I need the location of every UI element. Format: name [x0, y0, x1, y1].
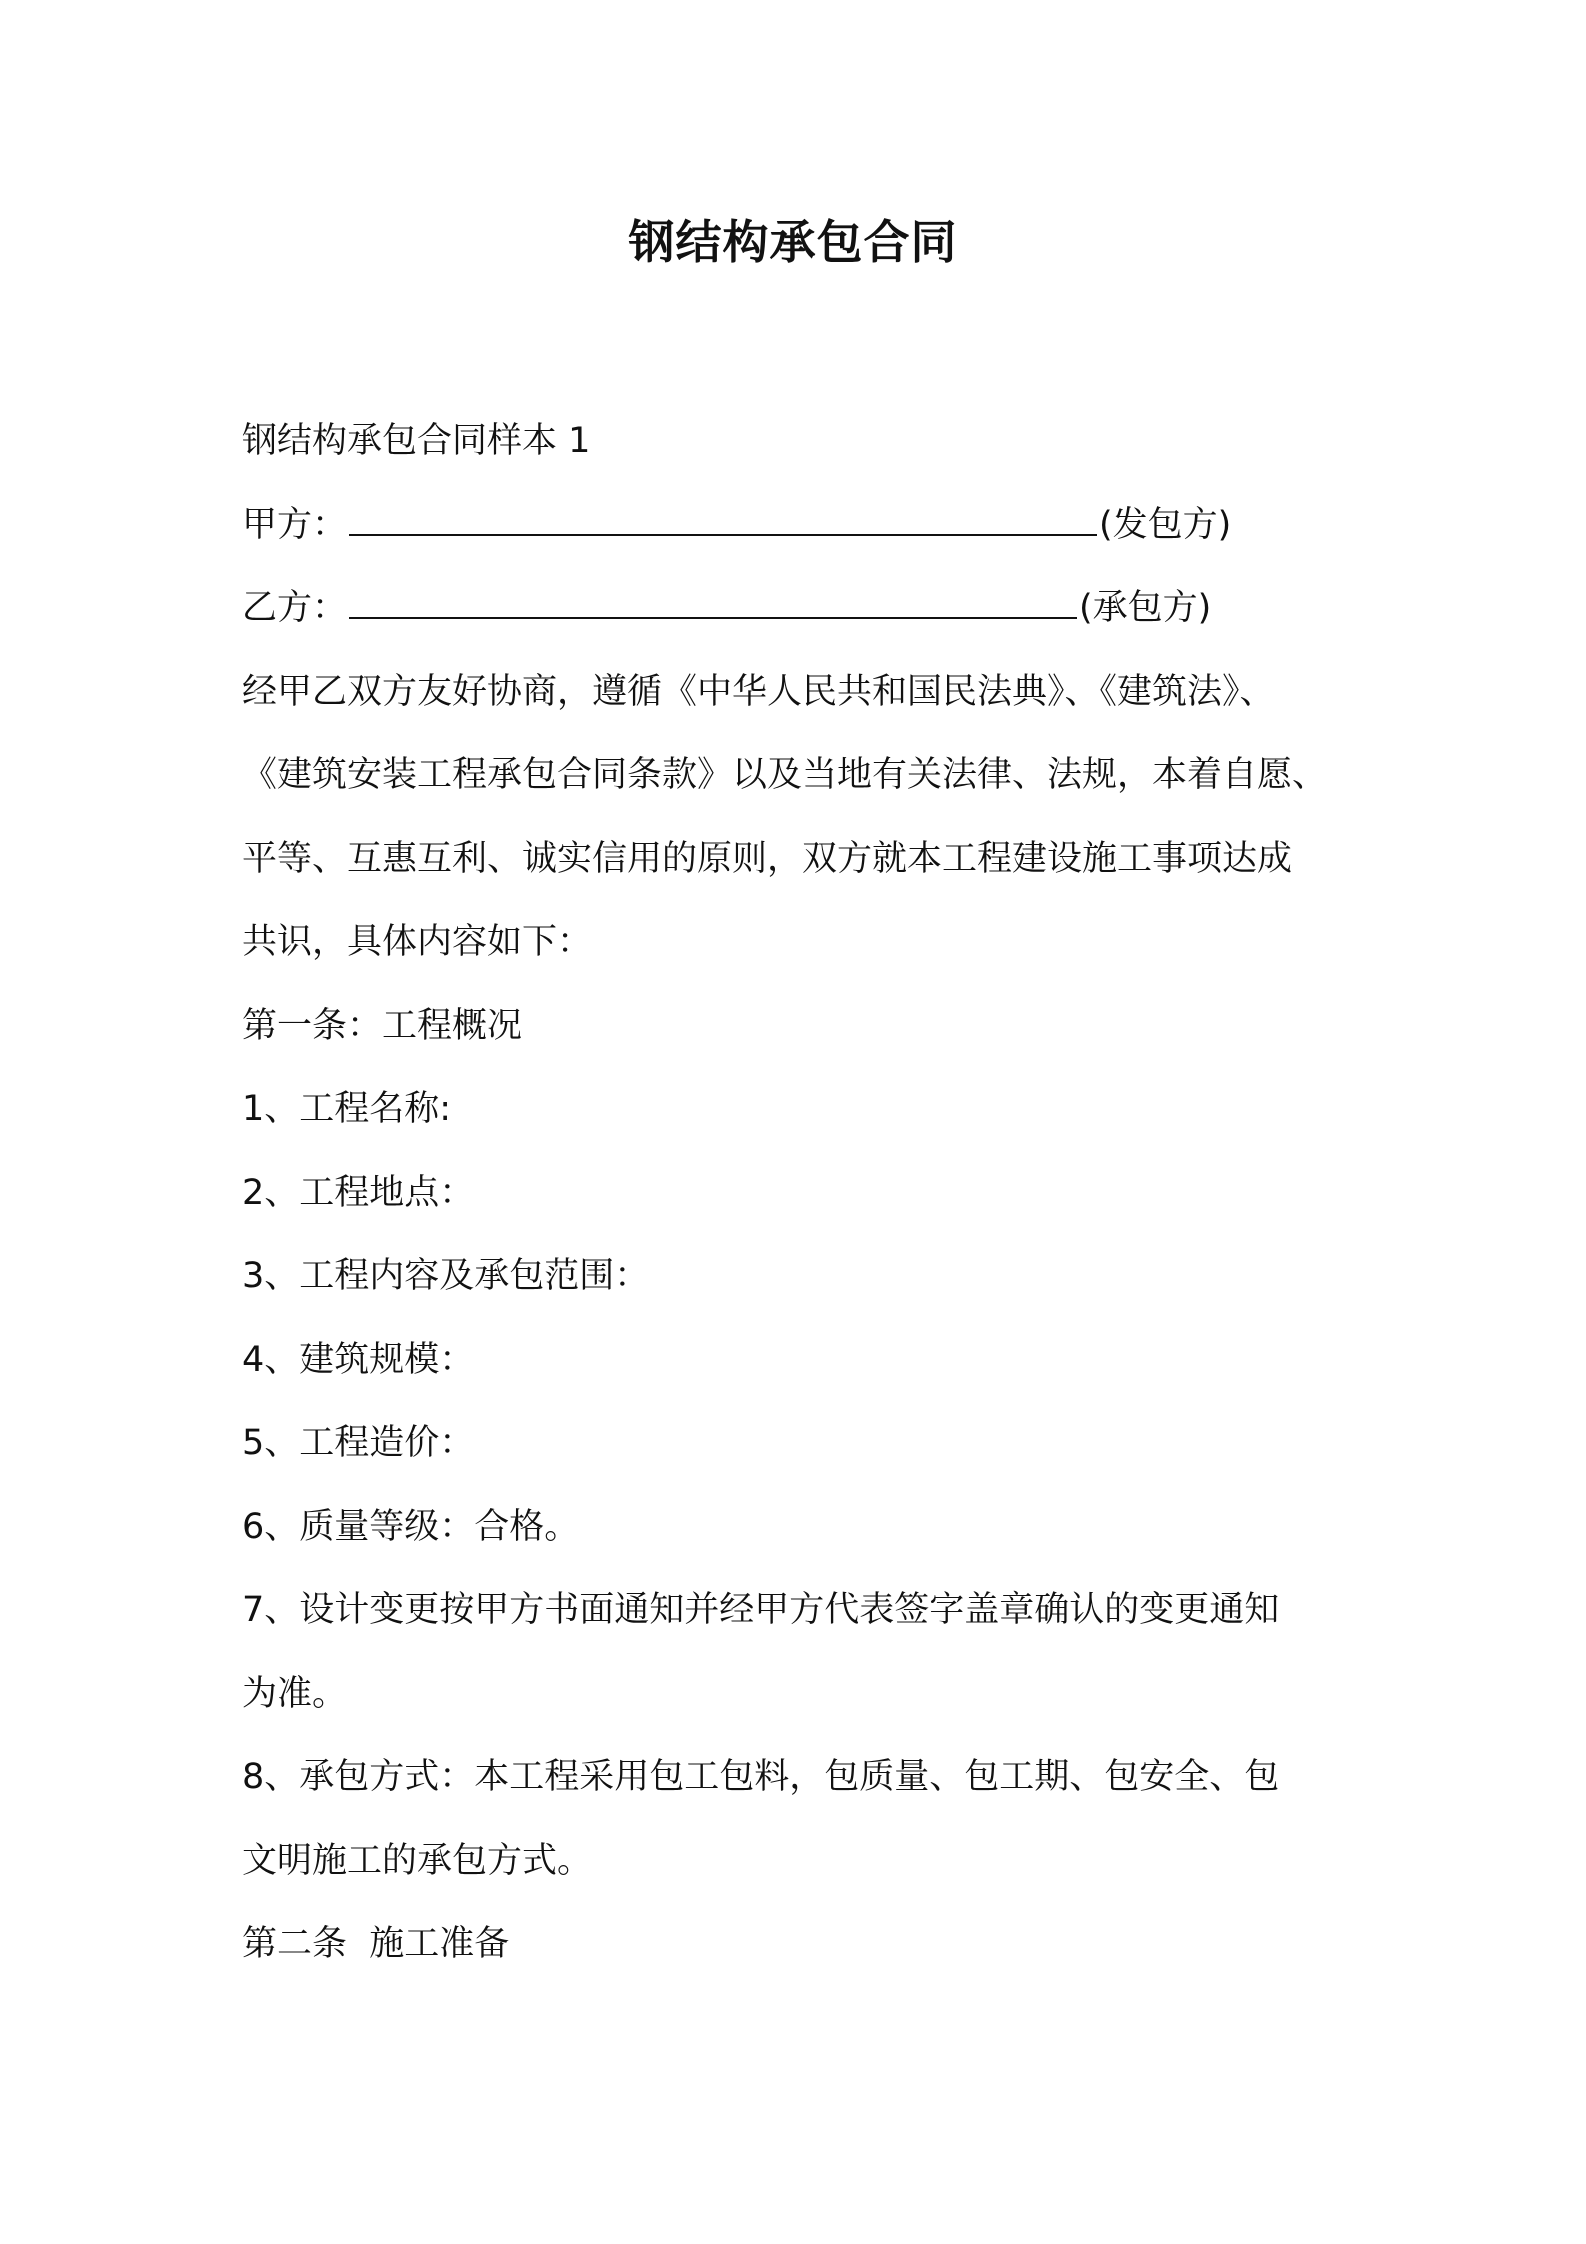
- item-7-line-1: 7、设计变更按甲方书面通知并经甲方代表签字盖章确认的变更通知: [242, 1590, 1280, 1630]
- item-8-line-1: 8、承包方式：本工程采用包工包料，包质量、包工期、包安全、包: [242, 1757, 1280, 1797]
- article-2-heading: 第二条 施工准备: [242, 1924, 510, 1964]
- party-a-blank: [349, 504, 1097, 536]
- item-building-scale: 4、建筑规模：: [242, 1339, 475, 1380]
- party-b-blank: [349, 587, 1077, 619]
- party-a-line: [242, 484, 1362, 568]
- item-7-line-2: 为准。: [242, 1673, 348, 1714]
- item-project-scope: 3、工程内容及承包范围：: [242, 1256, 650, 1296]
- item-quality-grade: 6、质量等级：合格。: [242, 1506, 580, 1547]
- item-project-cost: 5、工程造价：: [242, 1423, 475, 1463]
- contract-sample-subtitle: 钢结构承包合同样本 1: [242, 421, 591, 461]
- party-b-role: (承包方): [1079, 588, 1212, 628]
- party-b-label: 乙方：: [242, 588, 348, 628]
- item-8-line-2: 文明施工的承包方式。: [242, 1840, 593, 1881]
- party-b-line: [242, 567, 1362, 651]
- intro-line-1: 经甲乙双方友好协商，遵循《中华人民共和国民法典》、《建筑法》、: [242, 671, 1275, 712]
- party-a-label: 甲方：: [242, 504, 348, 545]
- party-a-role: (发包方): [1099, 504, 1232, 545]
- intro-line-3: 平等、互惠互利、诚实信用的原则，双方就本工程建设施工事项达成: [242, 838, 1293, 879]
- document-title: 钢结构承包合同: [628, 215, 958, 269]
- article-1-heading: 第一条：工程概况: [242, 1005, 523, 1046]
- intro-line-4: 共识，具体内容如下：: [242, 922, 593, 962]
- document-body: [242, 400, 1362, 1987]
- item-project-location: 2、工程地点：: [242, 1172, 475, 1213]
- intro-line-2: 《建筑安装工程承包合同条款》以及当地有关法律、法规，本着自愿、: [242, 755, 1328, 795]
- item-project-name: 1、工程名称:: [242, 1089, 452, 1129]
